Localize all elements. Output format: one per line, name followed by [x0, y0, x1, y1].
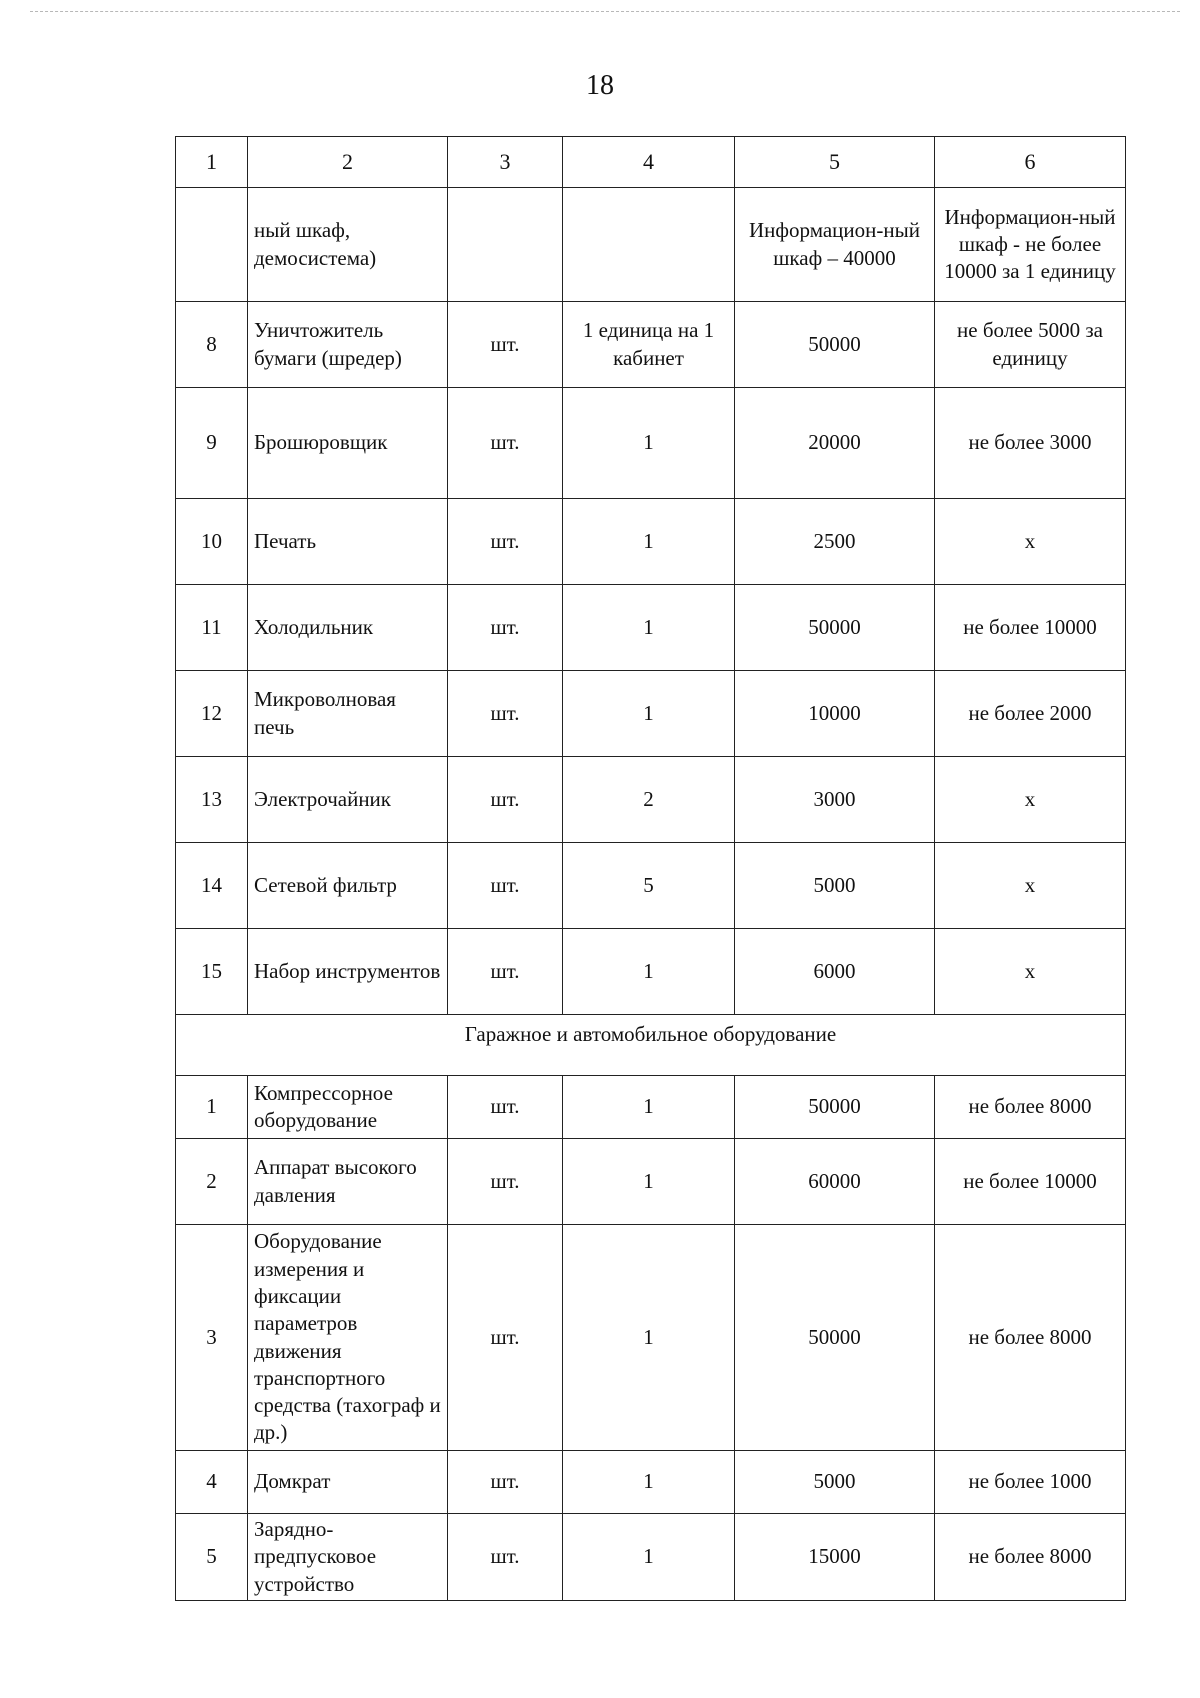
item-limit: х: [935, 843, 1126, 929]
item-quantity: 1: [563, 499, 735, 585]
item-limit: х: [935, 499, 1126, 585]
item-price: 3000: [735, 757, 935, 843]
item-unit: шт.: [448, 757, 563, 843]
item-limit: не более 8000: [935, 1514, 1126, 1601]
column-header: 5: [735, 137, 935, 188]
item-price: 5000: [735, 1451, 935, 1514]
item-limit: Информацион-ный шкаф - не более 10000 за 1 единицу: [935, 188, 1126, 302]
item-unit: шт.: [448, 302, 563, 388]
page-number: 18: [586, 70, 614, 101]
item-price: 50000: [735, 1225, 935, 1451]
item-price: 10000: [735, 671, 935, 757]
item-unit: шт.: [448, 1451, 563, 1514]
item-limit: х: [935, 757, 1126, 843]
item-unit: шт.: [448, 1514, 563, 1601]
table-row: [176, 1514, 1126, 1601]
item-limit: х: [935, 929, 1126, 1015]
item-limit: не более 10000: [935, 585, 1126, 671]
row-number: 5: [176, 1514, 248, 1601]
item-price: 60000: [735, 1139, 935, 1225]
section-title: Гаражное и автомобильное оборудование: [176, 1015, 1126, 1076]
item-price: 15000: [735, 1514, 935, 1601]
item-name: Печать: [248, 499, 448, 585]
item-limit: не более 10000: [935, 1139, 1126, 1225]
column-header: 6: [935, 137, 1126, 188]
table-row: [176, 1139, 1126, 1225]
table-row: [176, 1076, 1126, 1139]
item-quantity: 1: [563, 1076, 735, 1139]
item-name: Набор инструментов: [248, 929, 448, 1015]
item-name: Электрочайник: [248, 757, 448, 843]
item-unit: шт.: [448, 1225, 563, 1451]
row-number: 15: [176, 929, 248, 1015]
row-number: 8: [176, 302, 248, 388]
section-row: [176, 1015, 1126, 1076]
table-row: [176, 499, 1126, 585]
table-row: [176, 388, 1126, 499]
item-price: 50000: [735, 1076, 935, 1139]
row-number: 12: [176, 671, 248, 757]
item-name: Брошюровщик: [248, 388, 448, 499]
item-quantity: 1: [563, 929, 735, 1015]
item-quantity: [563, 188, 735, 302]
item-name: Холодильник: [248, 585, 448, 671]
item-price: 5000: [735, 843, 935, 929]
item-quantity: 1: [563, 671, 735, 757]
item-unit: [448, 188, 563, 302]
table-row: [176, 757, 1126, 843]
table-row: [176, 929, 1126, 1015]
item-limit: не более 2000: [935, 671, 1126, 757]
item-quantity: 1: [563, 388, 735, 499]
row-number: 11: [176, 585, 248, 671]
item-unit: шт.: [448, 388, 563, 499]
item-unit: шт.: [448, 585, 563, 671]
item-limit: не более 3000: [935, 388, 1126, 499]
row-number: 10: [176, 499, 248, 585]
item-price: 20000: [735, 388, 935, 499]
table-row: [176, 585, 1126, 671]
row-number: 13: [176, 757, 248, 843]
table-row: [176, 188, 1126, 302]
item-name: ный шкаф, демосистема): [248, 188, 448, 302]
row-number: 2: [176, 1139, 248, 1225]
item-limit: не более 1000: [935, 1451, 1126, 1514]
item-limit: не более 8000: [935, 1225, 1126, 1451]
item-unit: шт.: [448, 1076, 563, 1139]
column-header: 1: [176, 137, 248, 188]
row-number: 4: [176, 1451, 248, 1514]
item-name: Оборудование измерения и фиксации параметров движения транспортного средства (тахограф и др.): [248, 1225, 448, 1451]
item-unit: шт.: [448, 671, 563, 757]
item-name: Уничтожитель бумаги (шредер): [248, 302, 448, 388]
item-name: Микроволновая печь: [248, 671, 448, 757]
column-header: 2: [248, 137, 448, 188]
table-row: [176, 843, 1126, 929]
item-price: 50000: [735, 302, 935, 388]
row-number: 3: [176, 1225, 248, 1451]
item-price: 6000: [735, 929, 935, 1015]
column-number-row: [176, 137, 1126, 188]
item-price: 2500: [735, 499, 935, 585]
item-name: Зарядно-предпусковое устройство: [248, 1514, 448, 1601]
row-number: 9: [176, 388, 248, 499]
item-unit: шт.: [448, 843, 563, 929]
item-name: Компрессорное оборудование: [248, 1076, 448, 1139]
table-row: [176, 302, 1126, 388]
item-quantity: 1 единица на 1 кабинет: [563, 302, 735, 388]
table-row: [176, 671, 1126, 757]
item-price: Информацион-ный шкаф – 40000: [735, 188, 935, 302]
item-quantity: 1: [563, 1451, 735, 1514]
item-quantity: 2: [563, 757, 735, 843]
equipment-table: [175, 136, 1126, 1601]
item-name: Аппарат высокого давления: [248, 1139, 448, 1225]
table-row: [176, 1451, 1126, 1514]
column-header: 4: [563, 137, 735, 188]
item-unit: шт.: [448, 1139, 563, 1225]
item-quantity: 1: [563, 1514, 735, 1601]
item-name: Домкрат: [248, 1451, 448, 1514]
item-limit: не более 8000: [935, 1076, 1126, 1139]
item-quantity: 5: [563, 843, 735, 929]
item-limit: не более 5000 за единицу: [935, 302, 1126, 388]
item-quantity: 1: [563, 1225, 735, 1451]
row-number: [176, 188, 248, 302]
item-unit: шт.: [448, 499, 563, 585]
item-quantity: 1: [563, 585, 735, 671]
row-number: 1: [176, 1076, 248, 1139]
item-unit: шт.: [448, 929, 563, 1015]
row-number: 14: [176, 843, 248, 929]
scan-artifact-line: [30, 11, 1180, 12]
table-row: [176, 1225, 1126, 1451]
column-header: 3: [448, 137, 563, 188]
item-quantity: 1: [563, 1139, 735, 1225]
item-price: 50000: [735, 585, 935, 671]
item-name: Сетевой фильтр: [248, 843, 448, 929]
